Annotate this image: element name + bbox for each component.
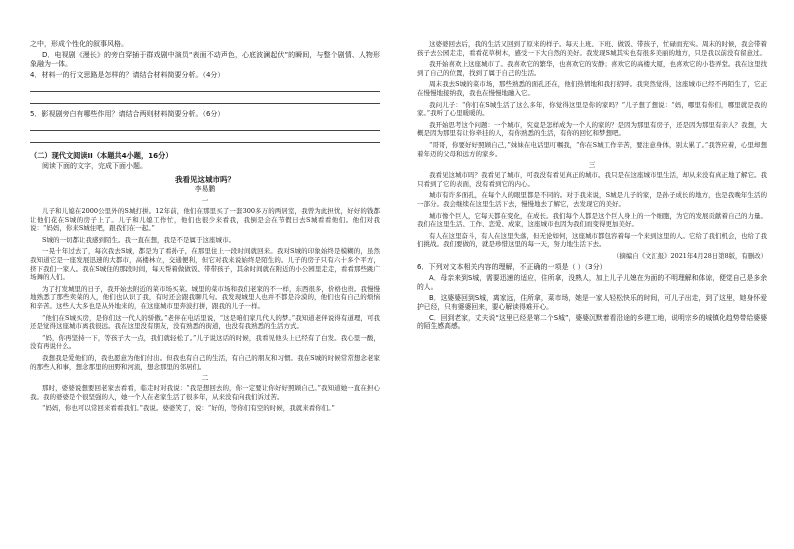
article-paragraph: 一晃十年过去了，每次我去S城，都是为了看孙子，在那里住上一段时间就回来。我对S城的印象始终是模糊的，虽然我知道它是一座发展迅速的大都市，高楼林立，交通便利，但它对我来说始终是陌生的。儿子的房子只有六十多个平方，挤下我们一家人。我在S城住的那段时间，每天帮着做做饭、带带孩子，其余时间就在附近的小公园里走走，看看那些跳广场舞的人们。 [30,247,380,282]
part-marker: 二 [201,374,209,383]
article-title: 我看见这城市吗？ [175,175,235,184]
article-paragraph: 这婆婆回去后，我的生活又回到了原来的样子。每天上班、下班、做饭、带孩子，忙碌而充实。周末的时候，我会带着孩子去公园走走，看看花草树木，感受一下大自然的美好。我发现S城其实也有很多美丽的地方，只是我以前没有留意过。 [417,40,767,57]
section-heading: （二）现代文阅读II（本题共4小题，16分） [30,151,173,160]
article-source: （摘编自《文汇报》2021年4月28日第8版，有删改） [613,251,767,260]
article-paragraph: 儿子和儿媳在2000公里外的S城打拼。12年前，他们在那里买了一套300多万的两居室，我曾为此担忧，好好的钱都让他们花在S城的房子上了。儿子和儿媳工作忙，他们也很少来看我，我倒是会在节假日去S城看看他们。他们对我说：“妈妈，你来S城住吧，跟我们在一起。” [30,207,380,233]
article-paragraph: 我开始喜欢上这座城市了。我喜欢它的繁华，也喜欢它的安静；喜欢它的高楼大厦，也喜欢它的小巷弄堂。我在这里找到了自己的位置，找到了属于自己的生活。 [417,60,767,77]
answer-line[interactable] [30,121,380,131]
question-6: 6．下列对文本相关内容的理解，不正确的一项是（ ）（3分） [417,263,607,272]
article-paragraph: 我看见这城市吗？我看见了城市，可我没有看见真正的城市。我只是在这座城市里生活，却从来没有真正地了解它。我只看到了它的表面，没有看到它的内心。 [417,171,767,188]
article-paragraph: 城市有许多面孔，在每个人的眼里都是不同的。对于我来说，S城是儿子的家，是孙子成长的地方，也是我晚年生活的一部分。我会继续在这里生活下去，慢慢地去了解它，去发现它的美好。 [417,191,767,208]
answer-line[interactable] [30,82,380,92]
section-intro: 阅读下面的文字，完成下面小题。 [42,162,147,170]
part-marker: 三 [588,161,596,170]
article-paragraph: 我开始思考这个问题：一个城市，究竟是怎样成为一个人的家的？是因为那里有房子，还是因为那里有亲人？我想，大概是因为那里有让你牵挂的人，有你熟悉的生活，有你的回忆和梦想吧。 [417,120,767,138]
article-paragraph: 我问儿子：“你们在S城生活了这么多年，你觉得这里是你的家吗？”儿子想了想说：“妈，哪里有你们，哪里就是我的家。”我听了心里暖暖的。 [417,100,767,118]
answer-line[interactable] [30,133,380,143]
article-paragraph: “妈，你再坚持一下，等孩子大一点，我们就轻松了。”儿子说这话的时候，我看见他头上已经有了白发。我心里一酸，没有再说什么。 [30,333,380,351]
article-paragraph: “哥哥，你要好好照顾自己，”妹妹在电话里叮嘱我，“你在S城工作辛苦，要注意身体，别太累了。”我答应着，心里却想着年迈的父母和远方的家乡。 [417,140,767,158]
article-paragraph: 为了打发城里的日子，我开始去附近的菜市场买菜。城里的菜市场和我们老家的不一样，东西很多，价格也贵。我慢慢地熟悉了那些卖菜的人，他们也认识了我，有时还会跟我聊几句。我发现城里人也并不都是冷漠的，他们也有自己的烦恼和辛苦。这些人大多也是从外地来的，在这座城市里奔波打拼，跟我的儿子一样。 [30,284,380,310]
top-paragraph: 之中，形成个性化的叙事风格。 [30,40,128,48]
answer-line[interactable] [30,94,380,104]
article-paragraph: S城的一切都让我感到陌生。我一直在想，我是不是属于这座城市。 [42,235,235,244]
part-marker: 一 [201,197,209,205]
article-paragraph: 我想我是爱他们的，我也愿意为他们付出。但我也有自己的生活，有自己的朋友和习惯。我在S城的时候常常想念老家的那些人和事，想念那里的田野和河流，想念那里的邻居们。 [30,353,380,371]
right-column [417,40,767,333]
article-paragraph: 那时，婆婆说想要回老家去看看，临走时对我说：“我是想回去的，你一定要让你好好照顾自己。”我知道她一直在担心我。我的婆婆是个很坚强的人，她一个人在老家生活了很多年，从来没有向我们诉过苦。 [30,384,380,401]
question-4: 4．材料一的行文思路是怎样的？请结合材料简要分析。（4分） [30,71,225,79]
article-paragraph: 有人在这里奋斗，有人在这里失落，但无论如何，这座城市都包容着每一个来到这里的人。它给了我们机会，也给了我们挑战。我们要做的，就是珍惜这里的每一天，努力地生活下去。 [417,231,767,249]
article-paragraph: 城市像个巨人，它每天都在变化，在成长。我们每个人都是这个巨人身上的一个细胞，为它的发展贡献着自己的力量。我们在这里生活、工作、恋爱、成家，这座城市也因为我们而变得更加美好。 [417,211,767,229]
option-c[interactable]: C．回到老家，丈夫说“这里已经是第二个S城”，婆婆沉默着看沿途的乡建工地，说明宗乡的城镇化趋势带给婆婆的陌生感高感。 [417,313,767,331]
article-paragraph: 周末我去S城的菜市场，那些熟悉的面孔还在，他们热情地和我打招呼。我突然觉得，这座城市已经不再陌生了，它正在慢慢地接纳我，我也在慢慢地融入它。 [417,80,767,97]
article-paragraph: “他们在S城买房，是你们这一代人的骄傲。”老伴在电话里说，“这是咱们家几代人的梦。”我知道老伴说得有道理，可我还是觉得这座城市离我很远。我在这里没有朋友，没有熟悉的街道，也没有我熟悉的生活方式。 [30,313,380,331]
article-paragraph: “妈妈，你也可以常回来看看我们。”我说。婆婆笑了，说：“好的，等你们有空的时候，我就来看你们。” [42,404,335,413]
top-paragraph: D．电视剧《漫长》的旁白穿插于群戏剧中演员“表面不动声色，心底波澜起伏”的瞬间，与整个剧情、人物形象融为一体。 [30,51,380,68]
question-5: 5．影视剧旁白有哪些作用？请结合两则材料简要分析。（6分） [30,110,225,118]
option-b[interactable]: B．这婆婆回到S城，离家远，住所拿，菜市场，她是一家人轻松快乐的时间，可儿子出走，到了这里，她身怀爱护已经，只有婆婆回来，要心解读得难开心。 [417,294,767,311]
left-column [30,40,380,416]
article-author: 李易鹏 [194,185,216,193]
option-a[interactable]: A．母亲来到S城，需要迅速的适应，住所拿，没熟人，加上儿子儿媳在为面的不明理解和体谅，便觉自己是多余的人。 [417,274,767,292]
